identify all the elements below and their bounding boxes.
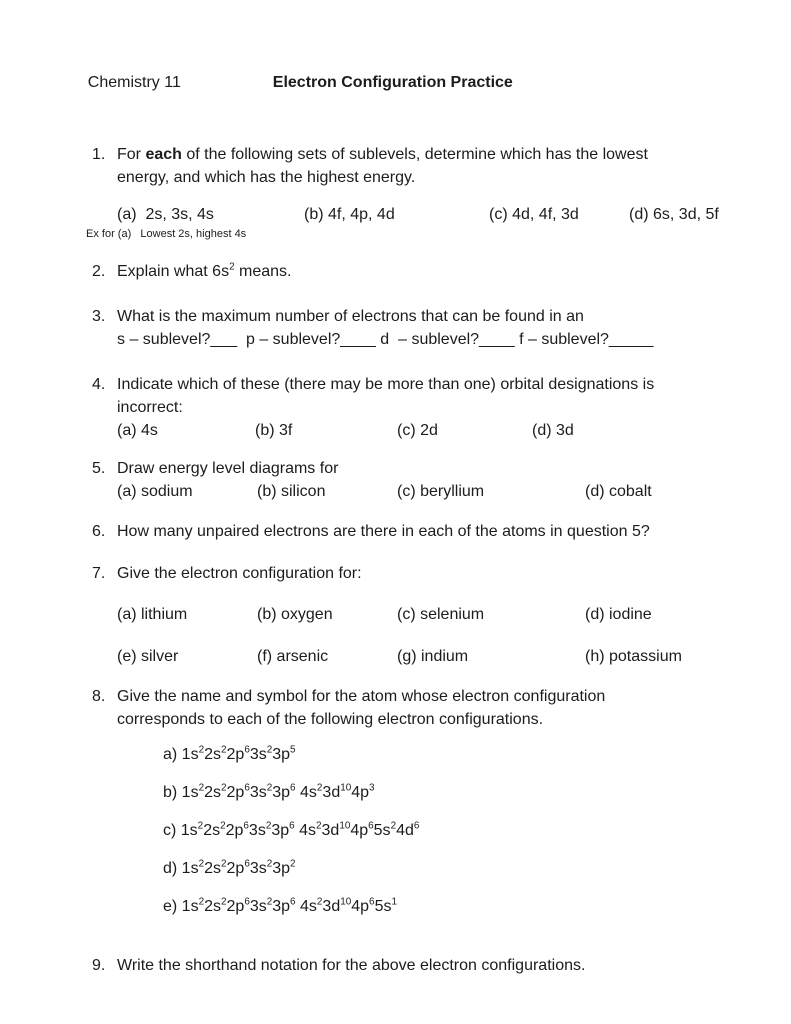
question-6 — [92, 520, 751, 543]
option-row — [117, 480, 751, 503]
question-number: 1. — [92, 146, 106, 163]
option-f: (f) arsenic — [257, 648, 329, 665]
option-a: (a) 2s, 3s, 4s — [117, 206, 214, 223]
electron-configuration-b: b) $1s^22s^22p^63s^23p^6$ $4s^23d^{10}4p^3$ — [163, 782, 375, 801]
question-body — [111, 373, 751, 442]
option-a: (a) sodium — [117, 483, 193, 500]
question-number: 5. — [92, 460, 106, 477]
question-8 — [92, 685, 751, 933]
option-d: (d) cobalt — [585, 483, 652, 500]
question-text-line: energy, and which has the highest energy. — [117, 169, 416, 186]
question-9 — [92, 954, 751, 977]
question-text: Write the shorthand notation for the above electron configurations. — [117, 957, 586, 974]
option-row — [117, 419, 751, 442]
option-c: (c) 2d — [397, 422, 438, 439]
option-c: (c) beryllium — [397, 483, 485, 500]
question-7 — [92, 562, 751, 668]
option-c: (c) 4d, 4f, 3d — [489, 206, 579, 223]
question-text-line: Indicate which of these (there may be more than one) orbital designations is — [117, 376, 655, 393]
course-label: Chemistry 11 — [87, 74, 181, 91]
option-row — [117, 603, 751, 626]
question-text-line: For each of the following sets of sublevels, determine which has the lowest — [117, 146, 648, 163]
option-a: (a) lithium — [117, 606, 188, 623]
page-title: Electron Configuration Practice — [272, 74, 513, 91]
option-h: (h) potassium — [585, 648, 682, 665]
electron-configuration-list — [163, 743, 751, 918]
question-number: 3. — [92, 308, 106, 325]
question-body — [111, 685, 751, 933]
question-3 — [92, 305, 751, 351]
question-number: 9. — [92, 957, 106, 974]
question-4 — [92, 373, 751, 442]
option-c: (c) selenium — [397, 606, 485, 623]
option-row — [117, 645, 751, 668]
electron-configuration-a: a) $1s^22s^22p^63s^23p^5$ — [163, 744, 296, 763]
question-2 — [92, 260, 751, 283]
question-number: 7. — [92, 565, 106, 582]
question-text: Give the electron configuration for: — [117, 565, 362, 582]
question-body — [111, 954, 751, 977]
question-text-line: incorrect: — [117, 399, 183, 416]
question-number: 2. — [92, 263, 106, 280]
question-5 — [92, 457, 751, 503]
question-text: How many unpaired electrons are there in each of the atoms in question 5? — [117, 523, 650, 540]
question-number: 8. — [92, 688, 106, 705]
option-d: (d) 3d — [532, 422, 574, 439]
option-b: (b) 3f — [255, 422, 293, 439]
question-1 — [86, 143, 751, 240]
question-body — [111, 260, 751, 283]
example-note: Ex for (a) Lowest 2s, highest 4s — [86, 228, 247, 240]
option-row — [117, 203, 751, 226]
option-b: (b) silicon — [257, 483, 326, 500]
question-body — [86, 143, 751, 240]
question-body — [111, 305, 751, 351]
option-b: (b) oxygen — [257, 606, 333, 623]
question-number: 6. — [92, 523, 106, 540]
question-number: 4. — [92, 376, 106, 393]
option-g: (g) indium — [397, 648, 469, 665]
option-a: (a) 4s — [117, 422, 158, 439]
option-b: (b) 4f, 4p, 4d — [304, 206, 395, 223]
electron-configuration-d: d) $1s^22s^22p^63s^23p^2$ — [163, 858, 296, 877]
question-body — [111, 520, 751, 543]
option-e: (e) silver — [117, 648, 179, 665]
question-text-line: What is the maximum number of electrons that can be found in an — [117, 308, 584, 325]
electron-configuration-c: c) $1s^22s^22p^63s^23p^6$ $4s^23d^{10}4p^65s^24d^6$ — [163, 820, 420, 839]
doc-header — [70, 48, 751, 117]
question-body — [111, 562, 751, 668]
option-d: (d) iodine — [585, 606, 652, 623]
question-body — [111, 457, 751, 503]
fill-in-blanks-line: s – sublevel?___ p – sublevel?____ d – sublevel?____ f – sublevel?_____ — [117, 331, 654, 348]
option-d: (d) 6s, 3d, 5f — [629, 206, 719, 223]
electron-configuration-e: e) $1s^22s^22p^63s^23p^6$ $4s^23d^{10}4p^65s^1$ — [163, 896, 397, 915]
question-text-line: Give the name and symbol for the atom whose electron configuration — [117, 688, 606, 705]
question-text: Explain what $6s^2$ means. — [117, 261, 292, 280]
question-text-line: corresponds to each of the following electron configurations. — [117, 711, 544, 728]
question-text: Draw energy level diagrams for — [117, 460, 339, 477]
